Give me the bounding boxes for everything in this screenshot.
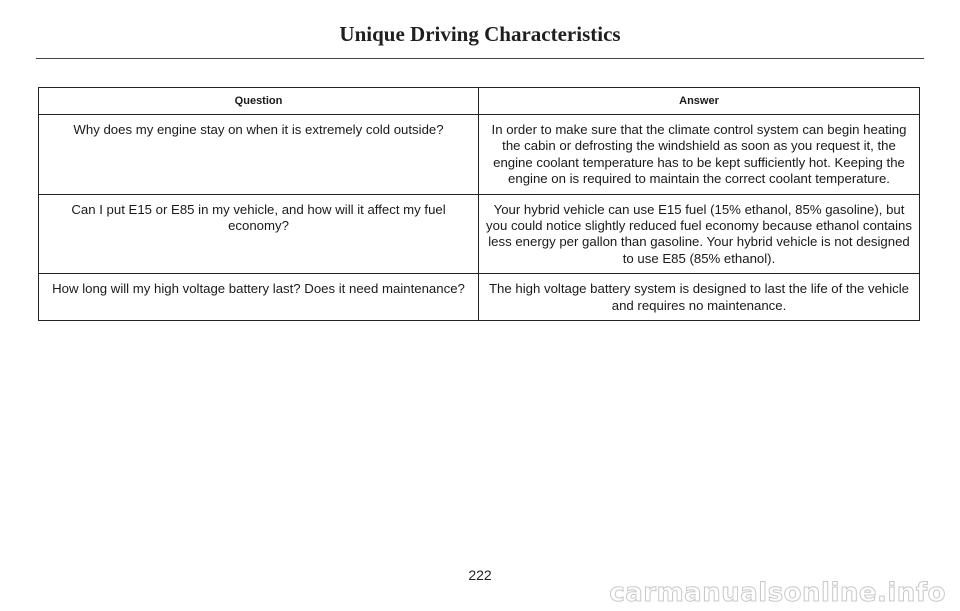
- question-cell: Can I put E15 or E85 in my vehicle, and how will it affect my fuel economy?: [39, 194, 479, 274]
- page-number: 222: [468, 567, 492, 583]
- answer-cell: In order to make sure that the climate control system can begin heating the cabin or defrosting the windshield as soon as you request it, the engine coolant temperature has to be kept sufficiently hot. Keeping the engine on is required to maintain the correct coolant temperature.: [479, 115, 920, 195]
- column-header-question: Question: [39, 88, 479, 115]
- watermark-text: carmanualsonline.info: [609, 578, 946, 608]
- column-header-answer: Answer: [479, 88, 920, 115]
- faq-table: [38, 87, 920, 321]
- answer-cell: Your hybrid vehicle can use E15 fuel (15% ethanol, 85% gasoline), but you could notice slightly reduced fuel economy because ethanol contains less energy per gallon than gasoline. Your hybrid vehicle is not designed to use E85 (85% ethanol).: [479, 194, 920, 274]
- answer-cell: The high voltage battery system is designed to last the life of the vehicle and requires no maintenance.: [479, 274, 920, 321]
- table-header-row: [39, 88, 920, 115]
- table-row: [39, 194, 920, 274]
- question-cell: Why does my engine stay on when it is extremely cold outside?: [39, 115, 479, 195]
- title-divider: [36, 58, 924, 59]
- page-title: Unique Driving Characteristics: [339, 22, 621, 46]
- table-row: [39, 115, 920, 195]
- table-row: [39, 274, 920, 321]
- question-cell: How long will my high voltage battery last? Does it need maintenance?: [39, 274, 479, 321]
